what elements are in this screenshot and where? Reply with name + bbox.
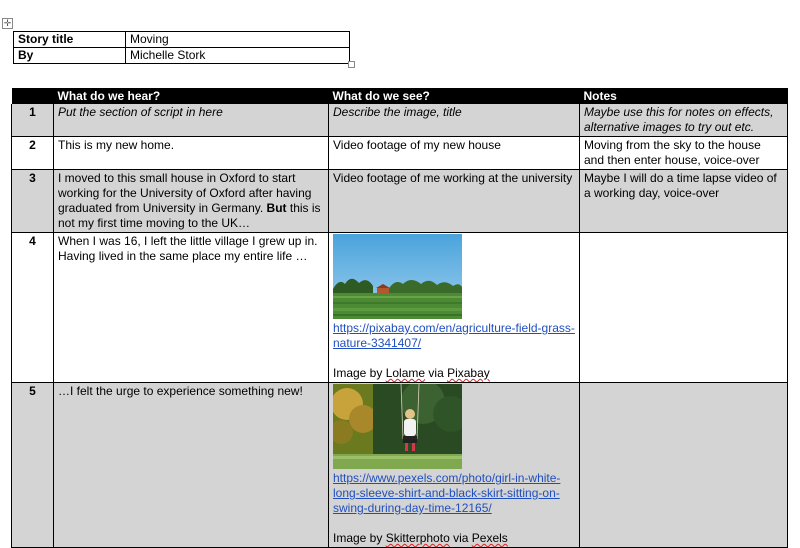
story-title-value[interactable]: Moving xyxy=(126,32,350,48)
row-number: 4 xyxy=(12,233,54,383)
image-source-link[interactable]: https://pixabay.com/en/agriculture-field-grass-nature-3341407/ xyxy=(333,321,575,350)
hear-text-end: this is not my first time moving to the UK… xyxy=(58,201,321,230)
row-number: 2 xyxy=(12,137,54,170)
table-move-handle-icon[interactable]: ✛ xyxy=(3,18,12,28)
hear-cell[interactable]: …I felt the urge to experience something new! xyxy=(54,383,329,548)
credit-middle: via xyxy=(425,366,448,380)
credit-prefix: Image by xyxy=(333,531,386,545)
hear-cell[interactable]: When I was 16, I left the little village I grew up in. Having lived in the same place my entire life … xyxy=(54,233,329,383)
notes-cell[interactable]: Maybe use this for notes on effects, alternative images to try out etc. xyxy=(580,104,788,137)
girl-on-swing-image[interactable] xyxy=(333,384,462,469)
story-title-row xyxy=(14,32,350,48)
author-row xyxy=(14,48,350,64)
hear-text: I moved to this small house in Oxford to start working for the University of Oxford after having graduated from University in Germany. xyxy=(58,171,312,215)
header-notes: Notes xyxy=(580,88,788,104)
credit-prefix: Image by xyxy=(333,366,386,380)
image-credit xyxy=(333,531,575,546)
see-cell[interactable] xyxy=(329,233,580,383)
header-hear: What do we hear? xyxy=(54,88,329,104)
credit-author: Lolame xyxy=(385,366,426,380)
hear-cell[interactable]: This is my new home. xyxy=(54,137,329,170)
hear-bold-text: But xyxy=(266,201,287,215)
notes-cell[interactable]: Maybe I will do a time lapse video of a working day, voice-over xyxy=(580,170,788,233)
notes-cell[interactable] xyxy=(580,233,788,383)
table-row xyxy=(12,383,788,548)
credit-middle: via xyxy=(449,531,472,545)
credit-author: Skitterphoto xyxy=(385,531,450,545)
see-cell[interactable]: Describe the image, title xyxy=(329,104,580,137)
row-number: 5 xyxy=(12,383,54,548)
row-number: 1 xyxy=(12,104,54,137)
table-row xyxy=(12,104,788,137)
image-source-link[interactable]: https://www.pexels.com/photo/girl-in-white-long-sleeve-shirt-and-black-skirt-sitting-on-swing-during-day-time-12165/ xyxy=(333,471,561,515)
header-number xyxy=(12,88,54,104)
story-title-label: Story title xyxy=(14,32,126,48)
image-credit xyxy=(333,366,575,381)
table-resize-handle-icon[interactable] xyxy=(348,61,355,68)
notes-cell[interactable] xyxy=(580,383,788,548)
credit-source: Pixabay xyxy=(447,366,490,380)
credit-source: Pexels xyxy=(471,531,508,545)
author-label: By xyxy=(14,48,126,64)
hear-cell[interactable] xyxy=(54,170,329,233)
hear-cell[interactable]: Put the section of script in here xyxy=(54,104,329,137)
table-row xyxy=(12,170,788,233)
field-landscape-image[interactable] xyxy=(333,234,462,319)
table-row xyxy=(12,233,788,383)
story-meta-table xyxy=(13,31,350,64)
storyboard-table xyxy=(11,88,788,548)
row-number: 3 xyxy=(12,170,54,233)
table-row xyxy=(12,137,788,170)
notes-cell[interactable]: Moving from the sky to the house and then enter house, voice-over xyxy=(580,137,788,170)
see-cell[interactable]: Video footage of my new house xyxy=(329,137,580,170)
header-see: What do we see? xyxy=(329,88,580,104)
see-cell[interactable]: Video footage of me working at the university xyxy=(329,170,580,233)
table-header-row xyxy=(12,88,788,104)
author-value[interactable]: Michelle Stork xyxy=(126,48,350,64)
see-cell[interactable] xyxy=(329,383,580,548)
